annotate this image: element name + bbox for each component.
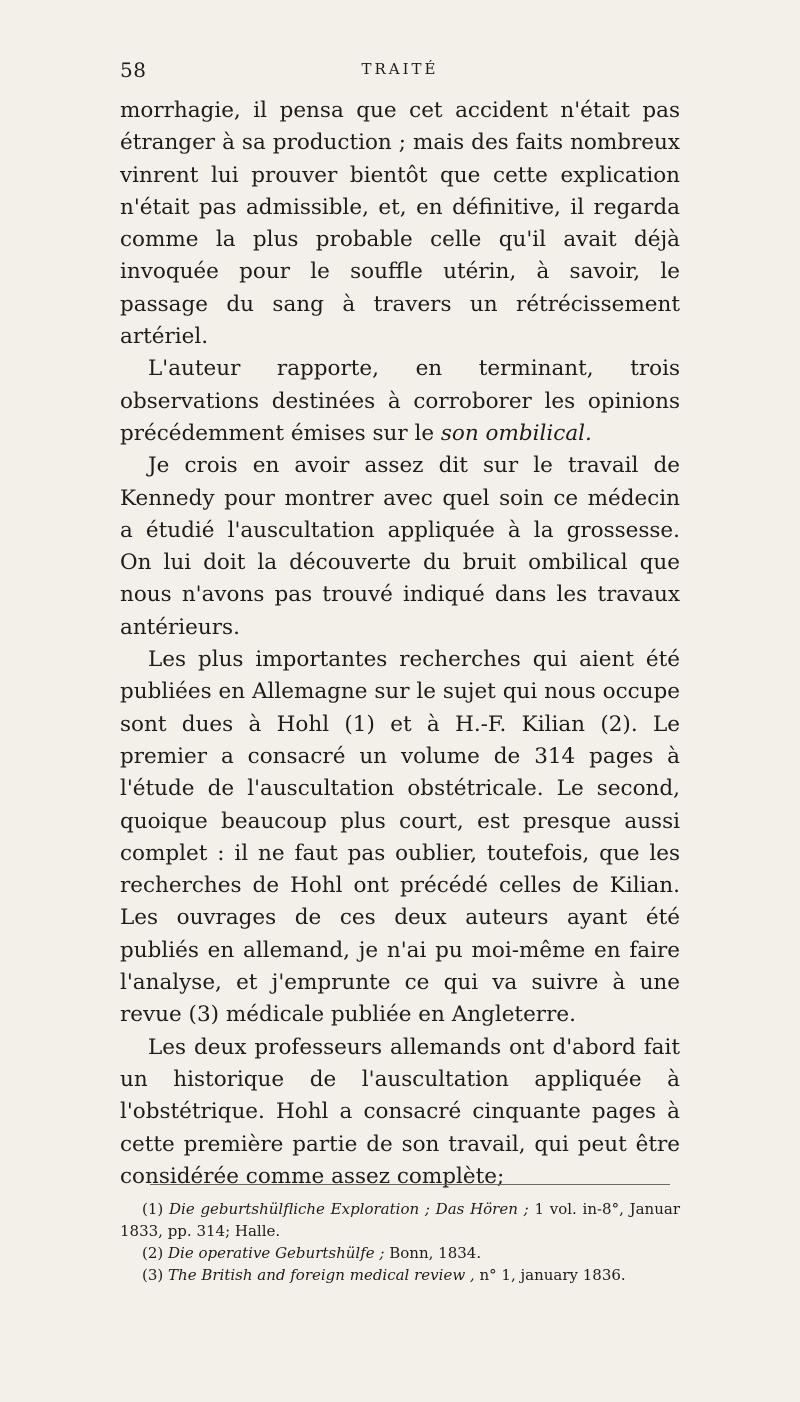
footnote-2-details: Bonn, 1834. bbox=[389, 1244, 482, 1262]
running-head: TRAITÉ bbox=[361, 60, 439, 78]
footnote-2-title: Die operative Geburtshülfe ; bbox=[168, 1244, 385, 1262]
footnotes bbox=[120, 1198, 680, 1286]
footnote-1-mark: (1) bbox=[142, 1200, 164, 1218]
page-number: 58 bbox=[120, 58, 147, 82]
paragraph-2-text: L'auteur rapporte, en terminant, trois observations destinées à corroborer les opinions précédemment émises sur le bbox=[120, 356, 680, 446]
footnote-1 bbox=[120, 1198, 680, 1242]
paragraph-1: morrhagie, il pensa que cet accident n'était pas étranger à sa production ; mais des faits nombreux vinrent lui prouver bientôt que cette explication n'était pas admissible, et, en définitive, il regarda comme la plus probable celle qu'il avait déjà invoquée pour le souffle utérin, à savoir, le passage du sang à travers un rétrécissement artériel. bbox=[120, 98, 680, 350]
footnote-1-title: Die geburtshülfliche Exploration ; Das Hören ; bbox=[169, 1200, 529, 1218]
page-header bbox=[120, 58, 680, 86]
paragraph-4: Les plus importantes recherches qui aient été publiées en Allemagne sur le sujet qui nous occupe sont dues à Hohl (1) et à H.-F. Kilian (2). Le premier a consacré un volume de 314 pages à l'étude de l'auscultation obstétricale. Le second, quoique beaucoup plus court, est presque aussi complet : il ne faut pas oublier, toutefois, que les recherches de Hohl ont précédé celles de Kilian. Les ouvrages de ces deux auteurs ayant été publiés en allemand, je n'ai pu moi-même en faire l'analyse, et j'emprunte ce qui va suivre à une revue (3) médicale publiée en Angleterre. bbox=[120, 647, 680, 1028]
paragraph-3: Je crois en avoir assez dit sur le travail de Kennedy pour montrer avec quel soin ce médecin a étudié l'auscultation appliquée à la grossesse. On lui doit la découverte du bruit ombilical que nous n'avons pas trouvé indiqué dans les travaux antérieurs. bbox=[120, 453, 680, 640]
footnote-1-details: 1 vol. in-8°, Januar 1833, pp. 314; Halle. bbox=[120, 1200, 680, 1240]
footnote-2 bbox=[120, 1242, 680, 1264]
footnote-3-title: The British and foreign medical review , bbox=[168, 1266, 475, 1284]
footnote-3-details: n° 1, january 1836. bbox=[479, 1266, 626, 1284]
paragraph-2 bbox=[120, 353, 680, 450]
footnote-2-mark: (2) bbox=[142, 1244, 164, 1262]
footnote-3 bbox=[120, 1264, 680, 1286]
footnote-3-mark: (3) bbox=[142, 1266, 164, 1284]
paragraph-2-italic: son ombilical. bbox=[440, 420, 592, 446]
paragraph-5: Les deux professeurs allemands ont d'abord fait un historique de l'auscultation appliquée à l'obstétrique. Hohl a consacré cinquante pages à cette première partie de son travail, qui peut être considérée comme assez complète; bbox=[120, 1034, 680, 1189]
footnote-separator bbox=[150, 1184, 670, 1185]
main-text bbox=[120, 95, 680, 1193]
